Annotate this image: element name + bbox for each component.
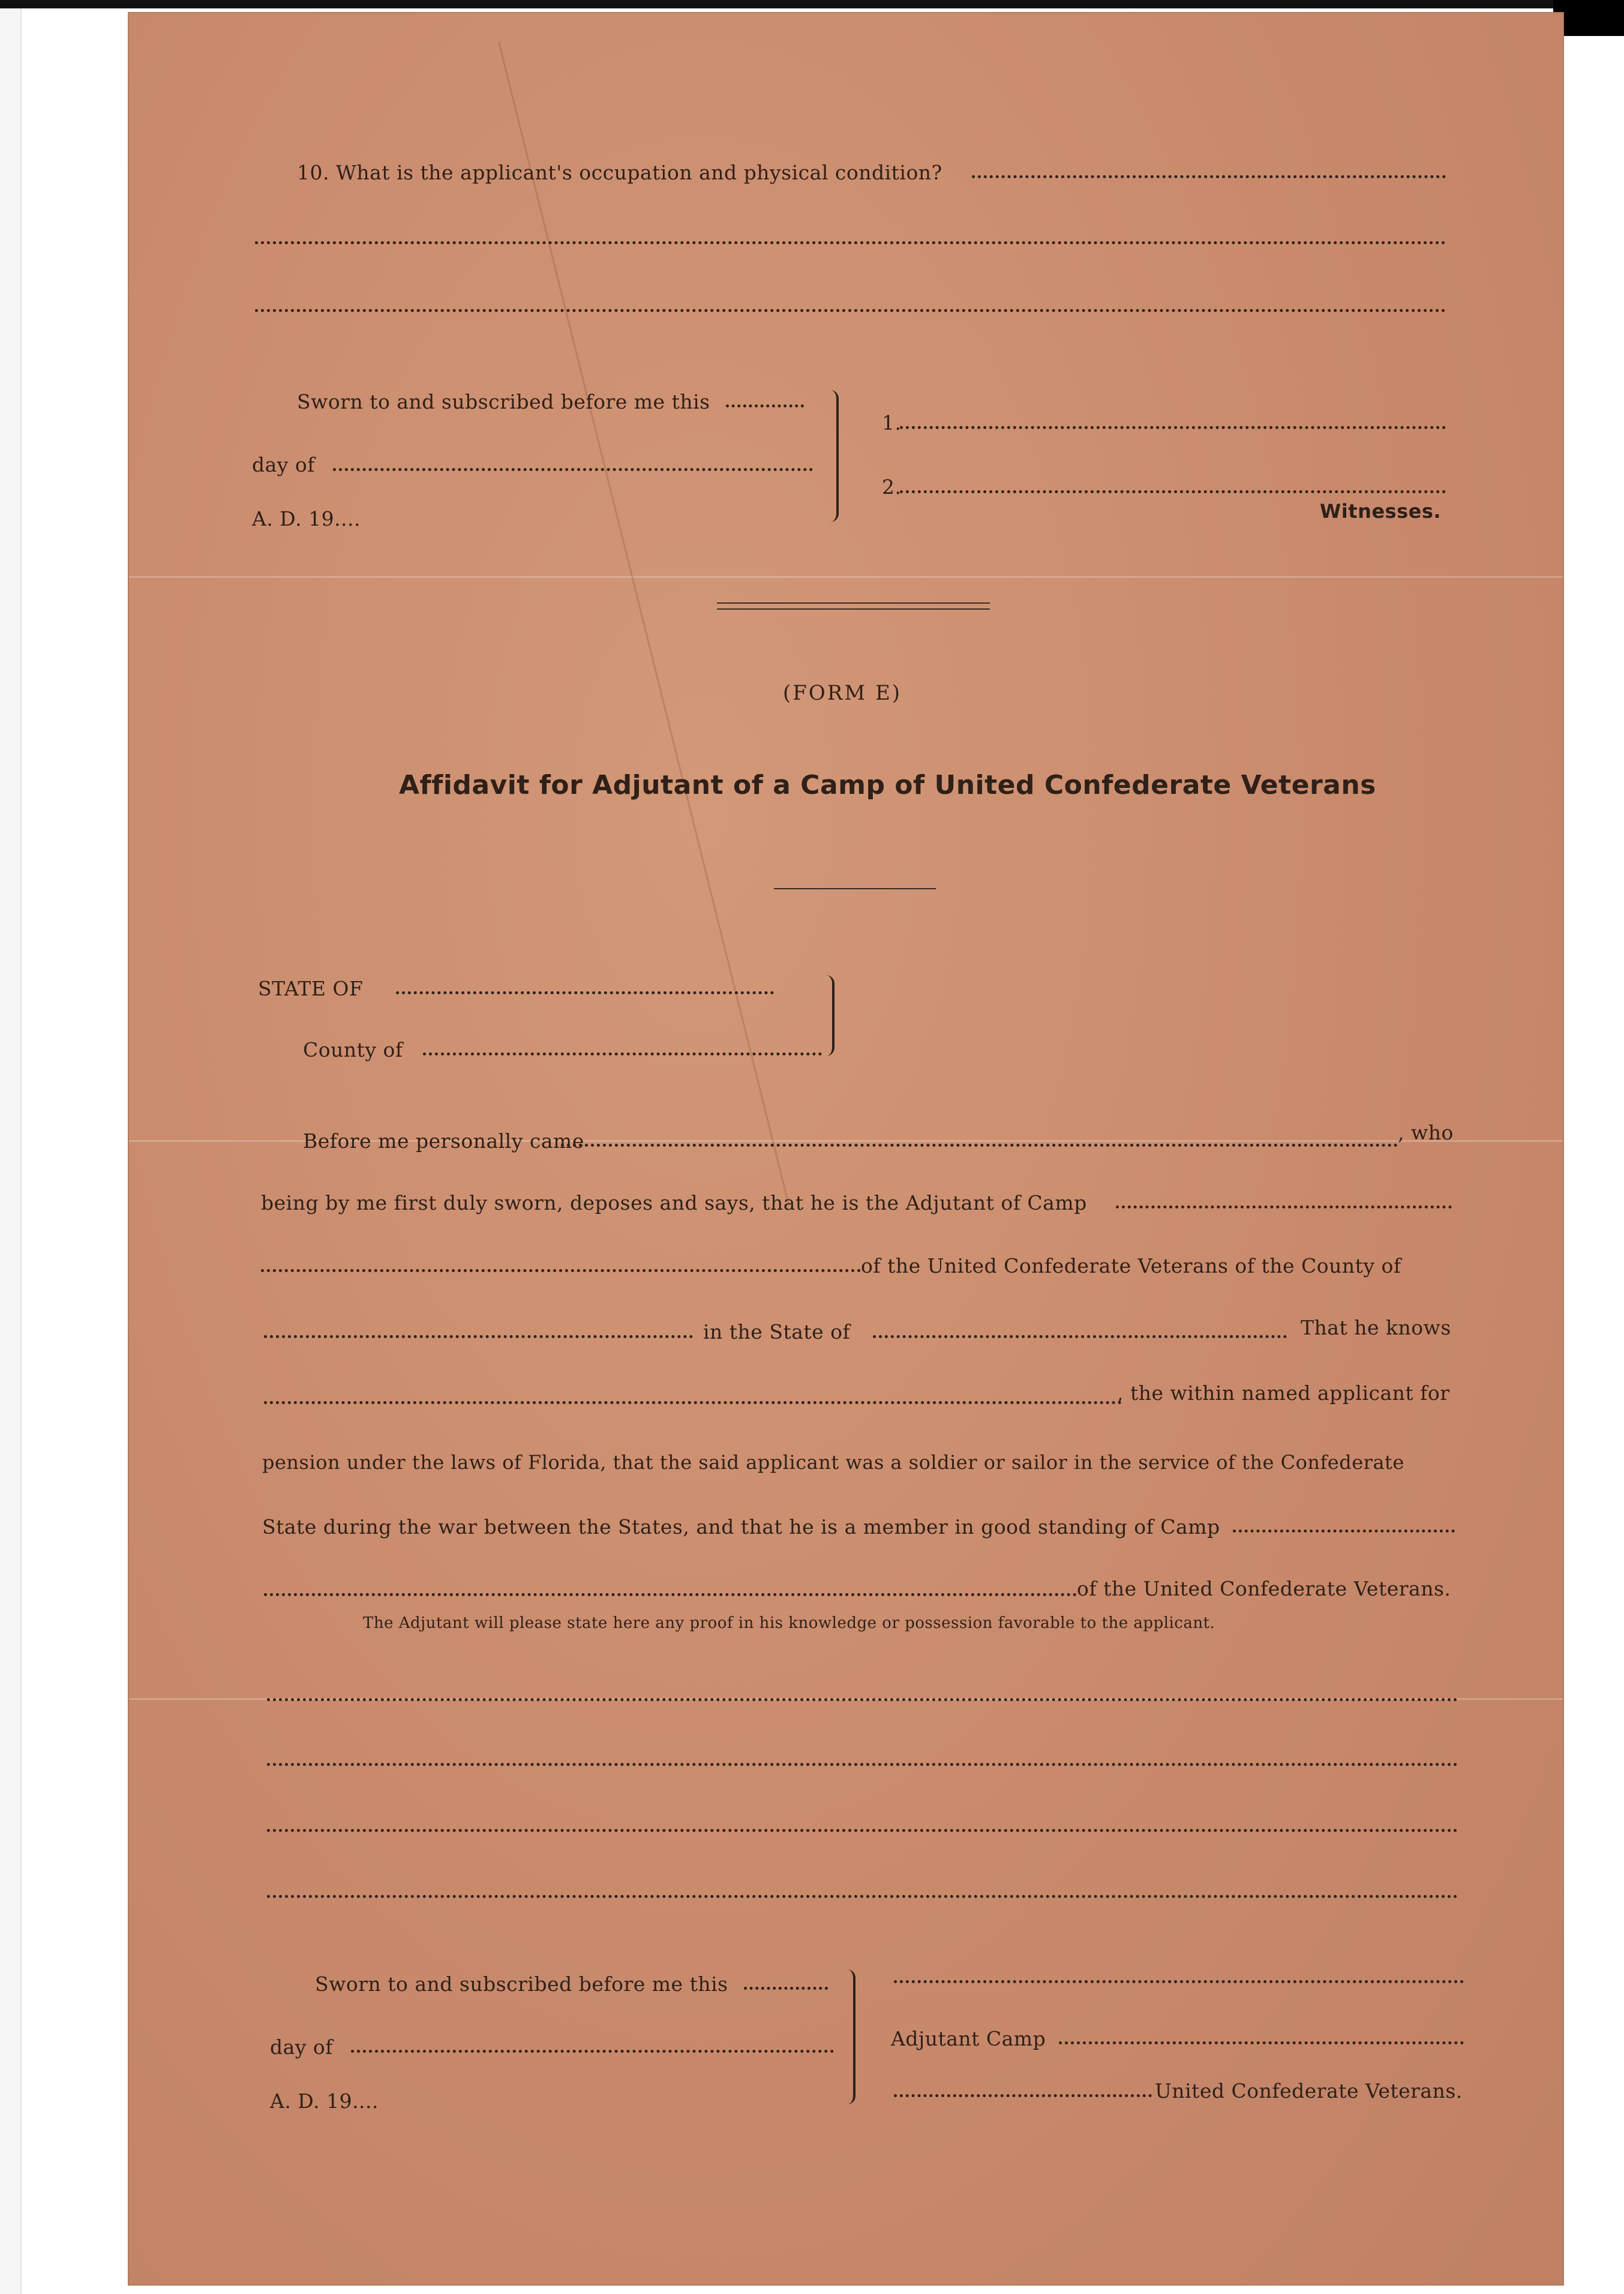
camp-line[interactable] [1116, 1188, 1452, 1209]
ad-year-label: A. D. 19.... [252, 507, 361, 530]
sworn-text: Sworn to and subscribed before me this [297, 390, 710, 413]
sworn-day-line[interactable] [744, 1969, 828, 1990]
county-of-label: County of [303, 1038, 403, 1061]
witness-1-label: 1. [882, 411, 902, 434]
sworn-day-line[interactable] [726, 386, 804, 407]
proof-line[interactable] [267, 1811, 1458, 1832]
witness-2-line[interactable] [900, 472, 1446, 493]
county-fill-line[interactable] [264, 1317, 693, 1338]
witness-1-line[interactable] [900, 408, 1446, 429]
camp-number-line[interactable] [894, 2076, 1152, 2097]
body-line-6: pension under the laws of Florida, that the said applicant was a soldier or sailor in the service of the Confederate [262, 1451, 1404, 1474]
witnesses-label: Witnesses. [1320, 500, 1442, 523]
adjutant-instruction: The Adjutant will please state here any proof in his knowledge or possession favorable to the applicant. [363, 1614, 1215, 1632]
county-line[interactable] [423, 1034, 822, 1055]
month-line[interactable] [333, 450, 813, 471]
answer-line[interactable] [255, 291, 1446, 312]
ad-year-label: A. D. 19.... [270, 2089, 379, 2113]
proof-line[interactable] [267, 1877, 1458, 1898]
body-line-4-mid: in the State of [703, 1320, 851, 1344]
fold-line [129, 576, 1563, 578]
form-title: Affidavit for Adjutant of a Camp of United Confederate Veterans [399, 770, 1376, 800]
body-line-8: of the United Confederate Veterans. [1077, 1577, 1451, 1600]
day-of-label: day of [270, 2035, 334, 2059]
adjutant-camp-label: Adjutant Camp [891, 2027, 1046, 2050]
day-of-label: day of [252, 453, 316, 476]
applicant-name-line[interactable] [264, 1383, 1122, 1404]
brace [840, 1969, 855, 2104]
answer-line[interactable] [255, 223, 1446, 244]
camp-line-cont[interactable] [261, 1251, 861, 1272]
state-fill-line[interactable] [873, 1317, 1287, 1338]
scanner-edge-left [0, 0, 22, 2294]
adjutant-camp-line[interactable] [1059, 2023, 1464, 2044]
answer-line[interactable] [972, 157, 1446, 178]
state-line[interactable] [396, 973, 774, 994]
brace [823, 390, 839, 522]
proof-line[interactable] [267, 1745, 1458, 1766]
brace [819, 975, 834, 1056]
body-line-4-end: That he knows [1301, 1316, 1451, 1339]
body-line-1-start: Before me personally came [303, 1129, 584, 1153]
body-line-5: , the within named applicant for [1117, 1381, 1450, 1405]
body-line-3: of the United Confederate Veterans of the County of [861, 1254, 1401, 1278]
body-line-7: State during the war between the States, and that he is a member in good standing of Camp [262, 1515, 1220, 1539]
divider-rule [717, 608, 990, 610]
state-of-label: STATE OF [258, 977, 364, 1000]
title-underline [774, 888, 936, 889]
divider-rule [717, 602, 990, 604]
sworn-text: Sworn to and subscribed before me this [315, 1972, 728, 1996]
scanner-edge-right [1553, 0, 1624, 36]
ucv-label: United Confederate Veterans. [1155, 2079, 1463, 2103]
proof-line[interactable] [267, 1680, 1458, 1701]
question-10-label: 10. What is the applicant's occupation and physical condition? [297, 161, 942, 184]
member-camp-line-cont[interactable] [264, 1575, 1077, 1596]
body-line-2: being by me first duly sworn, deposes and says, that he is the Adjutant of Camp [261, 1191, 1087, 1215]
form-label: (FORM E) [783, 681, 902, 705]
witness-2-label: 2. [882, 475, 902, 499]
affiant-name-line[interactable] [561, 1126, 1398, 1147]
body-line-1-end: , who [1398, 1121, 1454, 1144]
scanner-edge-top [0, 0, 1624, 8]
month-line[interactable] [351, 2032, 834, 2053]
signature-line[interactable] [894, 1962, 1464, 1983]
member-camp-line[interactable] [1233, 1512, 1455, 1533]
